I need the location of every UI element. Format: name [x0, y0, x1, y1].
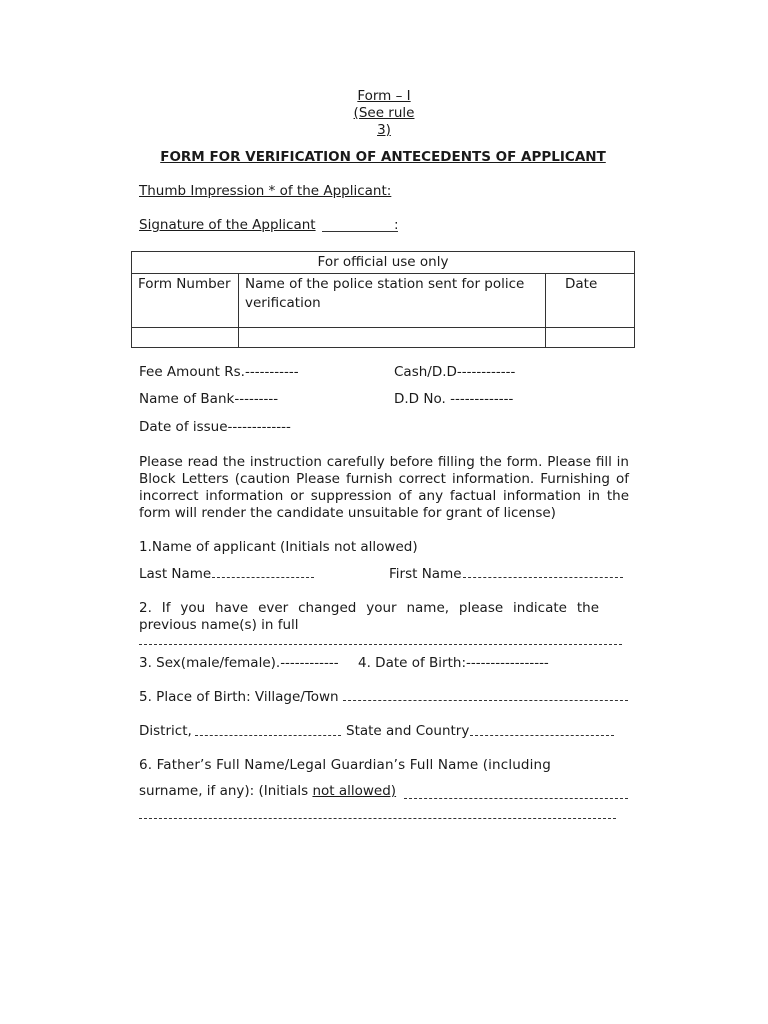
guardian-name-input-line-2[interactable]	[139, 818, 616, 819]
police-station-label: Name of the police station sent for police	[245, 276, 525, 292]
last-name-label: Last Name	[139, 566, 212, 582]
form-number-cell[interactable]	[132, 328, 239, 348]
first-name-label: First Name	[389, 566, 462, 582]
guardian-name-input-line[interactable]	[404, 798, 628, 799]
form-number-column: Form Number	[132, 274, 239, 328]
police-station-column	[239, 274, 546, 328]
dd-number-field: D.D No. -------------	[394, 391, 514, 407]
date-column: Date	[546, 274, 635, 328]
bank-name-field: Name of Bank---------	[139, 391, 279, 407]
last-name-input-line[interactable]	[212, 577, 314, 578]
sex-field: 3. Sex(male/female).------------	[139, 655, 339, 671]
date-of-issue-field: Date of issue-------------	[139, 419, 291, 435]
guardian-name-question: 6. Father’s Full Name/Legal Guardian’s Full Name (including	[139, 757, 551, 773]
police-station-cell[interactable]	[239, 328, 546, 348]
date-of-birth-field: 4. Date of Birth:-----------------	[358, 655, 549, 671]
police-station-label-cont: verification	[245, 295, 321, 311]
form-title: FORM FOR VERIFICATION OF ANTECEDENTS OF APPLICANT	[160, 149, 606, 165]
guardian-name-question-text: surname, if any): (Initials	[139, 783, 313, 799]
village-town-input-line[interactable]	[343, 700, 628, 701]
official-use-header: For official use only	[132, 252, 635, 274]
initials-not-allowed-note: not allowed)	[312, 783, 397, 799]
signature-colon: :	[394, 217, 399, 233]
fee-amount-field: Fee Amount Rs.-----------	[139, 364, 299, 380]
cash-dd-field: Cash/D.D------------	[394, 364, 516, 380]
rule-reference-line2: 3)	[377, 122, 391, 138]
previous-name-question: 2. If you have ever changed your name, please indicate the previous name(s) in full	[139, 600, 599, 633]
rule-reference-line1: (See rule	[353, 105, 415, 121]
thumb-impression-label: Thumb Impression * of the Applicant:	[139, 183, 392, 199]
first-name-input-line[interactable]	[463, 577, 623, 578]
official-use-table	[131, 251, 635, 348]
signature-line[interactable]	[322, 231, 398, 232]
applicant-name-question: 1.Name of applicant (Initials not allowed)	[139, 539, 418, 555]
instructions-paragraph: Please read the instruction carefully before filling the form. Please fill in Block Letters (caution Please furnish correct information. Furnishing of incorrect information or suppression of any factual information in the form will render the candidate unsuitable for grant of license)	[139, 454, 629, 521]
place-of-birth-label: 5. Place of Birth: Village/Town	[139, 689, 339, 705]
state-country-input-line[interactable]	[470, 735, 614, 736]
date-cell[interactable]	[546, 328, 635, 348]
district-label: District,	[139, 723, 192, 739]
district-input-line[interactable]	[195, 735, 341, 736]
state-country-label: State and Country	[346, 723, 470, 739]
guardian-name-question-cont	[139, 783, 396, 799]
form-number-heading: Form – I	[357, 88, 411, 104]
signature-label: Signature of the Applicant	[139, 217, 316, 233]
previous-name-input-line[interactable]	[139, 644, 622, 645]
